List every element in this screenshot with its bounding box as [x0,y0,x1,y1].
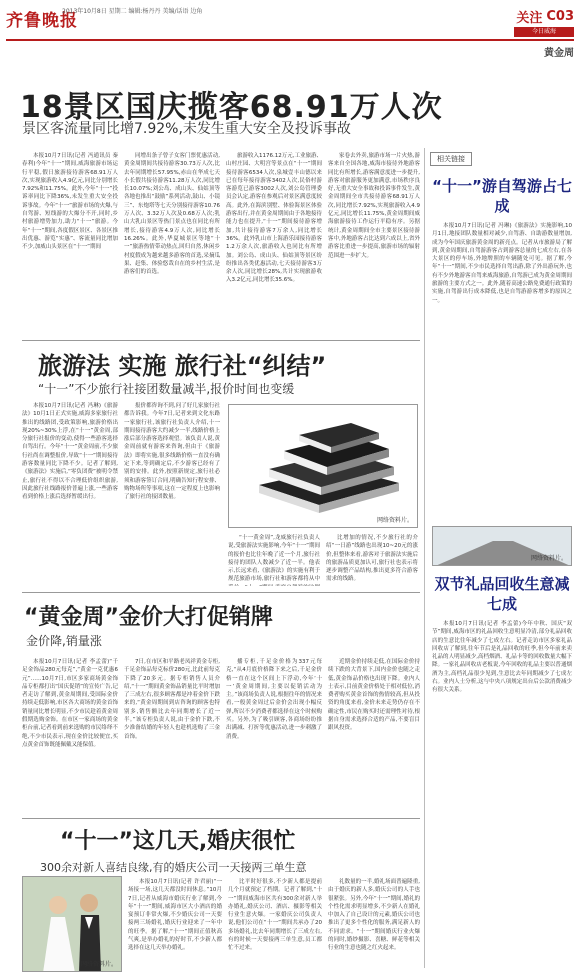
article3-col4: 近期金价持续走低,在国际金价持续下跌的大背景下,国内金价也随之走低,黄金饰品价格也出现下降。业内人士表示,目前黄金价格处于相对低位,消费者购买黄金首饰的热情较高,但从投资的角度来看,金价未来走势仍存在不确定性,市民在购买时还需理性对待,根据自身需求选择合适的产品,不要盲目跟风投资。 [328,659,420,732]
article3-col3: 播专柜,千足金价格为337元每克,“从4月底价格降下来之后,千足金价格一直在这个区间上下浮动,今年‘十一’黄金周期间,主要以促销活动为主。”该商场负责人说,根据往年的情况来看,一般黄金周过后金价会出现小幅反弹,所以不少消费者都选择在这个时候购买。另外,为了吸引顾客,各商场纷纷推出满减、打折等优惠活动,进一步刺激了消费。 [226,659,322,740]
sidebar-text-1: 本报10月7日讯(记者 冯琳)《旅游法》实施影响,10月1日,地接团队数量相对减少,自驾游、自助游数量增加,成为今年国庆旅游黄金周的新亮点。记者从市旅游局了解到,黄金周期间,自驾游游客占到游客总量的七成左右,在各大景区的停车场,外地牌照的车辆随处可见。据了解,今年“十一”期间,不少市民选择自驾出游,除了外出游玩外,也有不少外地游客自驾来威海旅游,自驾游已成为黄金周期间旅游的主要方式之一。此外,随着高速公路免费通行政策的实施,自驾游出行成本降低,也是自驾游游客增多的原因之一。 [432,223,572,304]
article4-col2: 比平时好很多,不少新人都是提前几个月就预定了档期。记者了解到,“十一”期间威海市区共有300余对新人举办婚礼,婚庆公司、酒店、摄影等相关行业生意火爆。一家婚庆公司负责人说,他们公司在“十一”期间共承办了20多场婚礼,比去年同期增长了三成左右,有的时候一天要接两三单生意,员工都忙不过来。 [228,879,322,952]
headline-3: “黄金周”金价大打促销牌 [24,605,273,630]
article1-col4: 家卷去外卖,旅游市场一片火热,游客来自全国各地,威海市接待外地游客同比有所增长,游客满意度进一步提升,游客对旅游服务更加满意,市场秩序良好,无重大安全事故和投诉事件发生,黄金周期间全市共接待游客68.91万人次,同比增长7.92%,实现旅游收入4.9亿元,同比增长11.75%,黄金周期间威海旅游接待工作运行平稳有序。另据统计,黄金周期间全市主要景区接待游客中,外地游客占比达到六成以上,省外游客比重进一步提高,旅游市场的辐射范围进一步扩大。 [328,153,420,259]
article2-col3: “十一黄金周”,龙威旅行社负责人说,受旅游法实施影响,今年“十一”期间的报价也比往年晚了近一个月,旅行社接待的团队人数减少了近一半。他表示,长远来看,《旅游法》的实施有利于规范旅游市场,旅行社和游客都将从中 [228,535,320,583]
sidebar-title-2: 双节礼品回收生意减七成 [434,575,570,613]
photo-caption: 网络资料片。 [530,555,567,562]
section-divider-1 [22,340,420,341]
column-tag: 黄金周 [544,48,574,59]
headline-2: 旅游法 实施 旅行社“纠结” [38,352,327,380]
sidebar-photo [432,526,572,566]
subheadline-4: 300余对新人喜结良缘,有的婚庆公司一天接两三单生意 [40,861,307,874]
article2-col4: 比增加的情况,不少旅行社的介绍“一日游”线路也出现10~20元的涨价,但整体来看,游客对于旅游法实施后的旅游品质更加认可,旅行社也表示将逐步调整产品结构,推出更多符合游客需求的线路。 [326,535,418,583]
sidebar-text-2: 本报10月7日讯(记者 李孟蕾)今年中秋、国庆“双节”期间,威海市区的礼品回收生意明显冷清,部分礼品回收店的生意比往年减少了七成左右。记者走访市区多家礼品回收店了解到,往年节后是礼品回收的旺季,但今年前来卖礼品的人明显减少,高档烟酒、礼品卡等的回收数量大幅下降。一家礼品回收店老板说,今年回收的礼品主要以普通烟酒为主,高档礼品很少见到,生意比去年同期减少了七成左右。业内人士分析,这与中央八项规定出台后公款消费减少有很大关系。 [432,621,572,694]
article2-col1: 本报10月7日讯(记者 冯琳)《旅游法》10月1日正式实施,威海多家旅行社推出的线路团,受政策影响,旅游价格出现20%~30%上浮,在“十一”黄金周,部分旅行社报价的变动,使得一些游客选择自驾出行。今年“十一”黄金周前,不少旅行社尚在调整报价,导致“十一”期间接待游客数量同比下降不少。记者了解到,《旅游法》实施后,“零负团费”被明令禁止,旅行社不得以不合理低价组织旅游,因此旅行社线路报价普遍上涨,一些游客看到价格上涨后选择暂缓出行。 [22,403,118,501]
photo-wedding [22,876,122,972]
photo-caption: 网络资料片。 [80,961,117,968]
sidebar-divider [424,148,425,968]
photo-books [228,404,418,528]
page-code: C03 [546,8,574,24]
sidebar-title-1: “十一”游自驾游占七成 [432,177,572,215]
masthead-logo: 齐鲁晚报 [6,11,78,31]
section-box [516,6,574,26]
section-divider-2 [22,592,420,593]
sidebar-tag: 相关链接 [430,152,472,166]
section-sub: 今日威海 [514,27,574,37]
page-header [6,4,574,59]
article4-col1: 本报10月7日讯(记者 许君丽)“一场接一场,这几天都没时间休息。”10月7日,记者从威海市婚庆行业了解到,今年“十一”期间,威海市区大小酒店的婚宴预订非常火爆,不少婚庆公司一天要接两三场婚礼,婚庆行业迎来了一年中的旺季。据了解,“十一”期间正值秋高气爽,是举办婚礼的好时节,不少新人都选择在这几天举办婚礼。 [128,879,222,952]
section-name: 关注 [516,10,543,26]
photo-caption: 网络资料片。 [376,517,413,524]
article2-col2: 报价都咨询不到,问了好几家旅行社都告诉我。今年7日,记者来到文化东路一家旅行社,该旅行社负责人介绍,十一期间接待游客大约减少一半,线路价格上涨后部分游客选择观望。该负责人说,黄金周前就有游客来咨询,但由于《旅游法》即将实施,很多线路价格一直没有确定下来,等到确定后,不少游客已经有了别的安排。此外,按照新规定,旅行社必须和游客签订合同,明确告知行程安排、购物场所等事项,这在一定程度上也影响了旅行社的接团数量。 [124,403,220,501]
wedding-illustration [23,877,122,972]
books-illustration [229,405,418,528]
section-divider-3 [22,818,420,819]
article1-col3: 旅游收入1176.12万元,工业旅游、山村庄园、大明宫等景点在“十一”期间接待游客6534人次,泉城壹丰山德以来已在每年接待游客3402人次,民俗村游客游览已游客3002人次,刘公岛管理委员会认定,游客在参观后对景区满意度较高。此外,在海滨别墅、体验海景区体验游客出行,并在黄金周期间由于各地接待能力也在提升,“十一”期间接待游客增加,共计接待游客7万余人,同比增长36%。此外乳山市上海游乐园接待游客1.2万余人次,旅游收入也同比有所增加。刘公岛、成山头、仙姑顶等景区纷纷推出各类优惠活动,七天接待游客3万余人次,同比增长28%,共计实现旅游收入3.2亿元,同比增长35.6%。 [226,153,322,284]
article3-col2: 7日,在市区和平路老凤祥黄金专柜,千足金饰品每克标价280元,比此前每克下降了20多元。据专柜销售人员介绍,“十一”期间黄金饰品销量比平时增加了三成左右,很多顾客都是冲着金价下跌来的,“黄金周期间到店咨询的顾客也特别多,销售额比去年同期增长了近一半。”该专柜负责人说,由于金价下跌,不少准备结婚的年轻人也趁机选购了三金首饰。 [124,659,220,740]
subheadline-3: 金价降,销量涨 [26,634,102,648]
issue-meta: 2013年10月8日 星期二 编辑:杨丹丹 美编/话语 边角 [62,8,203,15]
article1-col1: 本报10月7日讯(记者 冯通讯员 秦春利)今年“十一”期间,威海旅游市场运行平稳,假日旅游接待游客68.91万人次,实现旅游收入4.9亿元,同比分别增长7.92%和11.75%。此外,今年“十一”投诉率同比下降36%,未发生重大安全投诉事故。今年“十一”旅游市场的火爆,与自驾游、短线游的大爆分不开,同时,乡村旅游增势加力,助力“十一”旅游。今年“十一”期间,各度假区景区、各景区推出优惠、游览“实惠”、客流量同比增加不少,加威山头景区在“十一”期间 [22,153,118,251]
subheadline-2: “十一”不少旅行社接团数量减半,报价时间也变缓 [38,382,295,396]
article4-col3: 礼数量的一半,婚礼场面普遍隆重,由于婚庆的新人多,婚庆公司的人手也很紧张。另外,今年“十一”期间,婚礼的个性化需求明显增多,不少新人在婚礼中加入了自己设计的元素,婚庆公司也推出了更多个性化的服务,满足新人的不同需求。“十一”期间婚庆行业火爆的同时,婚纱摄影、喜糖、鲜花等相关行业的生意也随之红火起来。 [328,879,420,952]
headline-4: “十一”这几天,婚庆很忙 [60,829,296,854]
header-rule [6,39,574,41]
article3-col1: 本报10月7日讯(记者 李孟蕾)“千足金饰品280元每克”,“黄金一克优惠6元”……10月7日,市区多家商场黄金饰品专柜都打出“国庆促销”的宣传广告,记者走访了解到,黄金周期间,受国际金价持续走低影响,市区各大商场的黄金首饰销量同比增长明显,不少市民趁着黄金周假期选购金饰。在市区一家商场的黄金柜台前,记者看到前来选购的市民络绎不绝,不少市民表示,现在金价比较便宜,买点黄金首饰既能佩戴又能保值。 [22,659,118,748]
headline-1: 18景区国庆揽客68.91万人次 [20,90,443,125]
article1-col2: 同增出条子曾子女客门票优惠活动,黄金周期间共接待游客30.73万人次,比去年同期增长57.95%,赤山在华成七天小长假共接待游客11.28万人次,同比增长10.07%;刘公岛、成山头、仙姑顶等各地也推出“鼓励”系列活动,鼓山、小镜三”、东炮塔等七天分别接待游客10.76万人次、3.32万人次及0.68万人次;乳山大乳山景区等热门景点也在同比有所增长,接待游客4.9万人次,同比增长16.26%。此外,华夏城景区等地“十一”旅游热情带动热点,回归自然,休闲乡村度假成为越来越多游客的首选,采摘瓜果、赶集、体验悠哉自在的乡村生活,是游客们的首选。 [124,153,220,276]
subheadline-1: 景区客流量同比增7.92%,未发生重大安全及投诉事故 [22,121,351,137]
